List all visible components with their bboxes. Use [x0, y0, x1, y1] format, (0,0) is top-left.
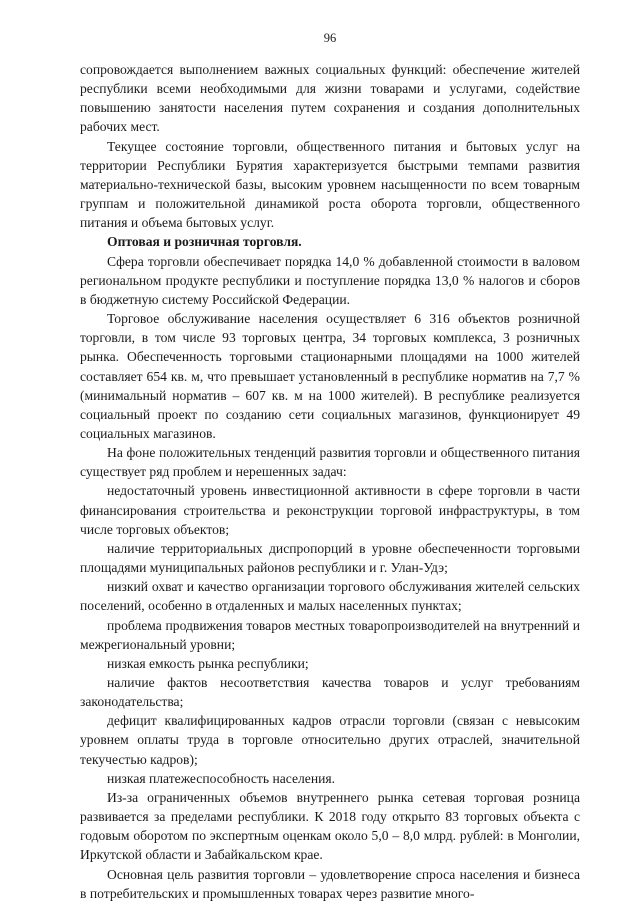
problem-item: проблема продвижения товаров местных товаропроизводителей на внутренний и межрегиональный уровни; [80, 617, 580, 652]
paragraph-network-retail: Из-за ограниченных объемов внутреннего рынка сетевая торговая розница развивается за пределами республики. К 2018 году открыто 83 торговых объекта с годовым оборотом по экспертным оценкам около 5,0 – 8,0 млрд. рублей: в Монголии, Иркутской области и Забайкальском крае. [80, 789, 580, 863]
paragraph-current-state: Текущее состояние торговли, общественного питания и бытовых услуг на территории Республики Бурятия характеризуется быстрыми темпами развития материально-технической базы, высоким уровнем насыщенности по всем товарным группам и положительной динамикой роста оборота торговли, общественного питания и объема бытовых услуг. [80, 138, 580, 231]
problem-item: наличие территориальных диспропорций в уровне обеспеченности торговыми площадями муниципальных районов республики и г. Улан-Удэ; [80, 540, 580, 576]
paragraph-trade-service: Торговое обслуживание населения осуществляет 6 316 объектов розничной торговли, в том числе 93 торговых центра, 34 торговых комплекса, 3 розничных рынка. Обеспеченность торговыми стационарными площадями на 1000 жителей составляет 654 кв. м, что превышает установленный в республике норматив на 7,7 % (минимальный норматив – 607 кв. м на 1000 жителей). В республике реализуется социальный проект по созданию сети социальных магазинов, функционирует 49 социальных магазинов. [80, 311, 580, 441]
document-body [80, 60, 580, 903]
document-page [80, 30, 580, 903]
paragraph-problems-intro: На фоне положительных тенденций развития торговли и общественного питания существует ряд проблем и нерешенных задач: [80, 445, 580, 480]
section-heading: Оптовая и розничная торговля. [107, 234, 302, 250]
page-number: 96 [323, 31, 337, 45]
problem-item: дефицит квалифицированных кадров отрасли торговли (связан с невысоким уровнем оплаты труда в торговле относительно других отраслей, значительной текучестью кадров); [80, 713, 580, 767]
problem-item: недостаточный уровень инвестиционной активности в сфере торговли в части финансирования строительства и реконструкции торговой инфраструктуры, в том числе торговых объектов; [80, 483, 580, 537]
problem-item: низкий охват и качество организации торгового обслуживания жителей сельских поселений, особенно в отдаленных и малых населенных пунктах; [80, 579, 580, 614]
problem-item: низкая платежеспособность населения. [107, 770, 336, 786]
problem-item: низкая емкость рынка республики; [107, 655, 309, 671]
problem-item: наличие фактов несоответствия качества товаров и услуг требованиям законодательства; [80, 675, 580, 710]
paragraph-continuation: сопровождается выполнением важных социальных функций: обеспечение жителей республики всеми необходимыми для жизни товарами и услугами, содействие повышению занятости населения путем сохранения и создания дополнительных рабочих мест. [80, 62, 580, 135]
paragraph-trade-share: Сфера торговли обеспечивает порядка 14,0 % добавленной стоимости в валовом региональном продукте республики и поступление порядка 13,0 % налогов и сборов в бюджетную систему Российской Федерации. [80, 253, 580, 307]
paragraph-main-goal: Основная цель развития торговли – удовлетворение спроса населения и бизнеса в потребительских и промышленных товарах через развитие много- [80, 866, 580, 901]
